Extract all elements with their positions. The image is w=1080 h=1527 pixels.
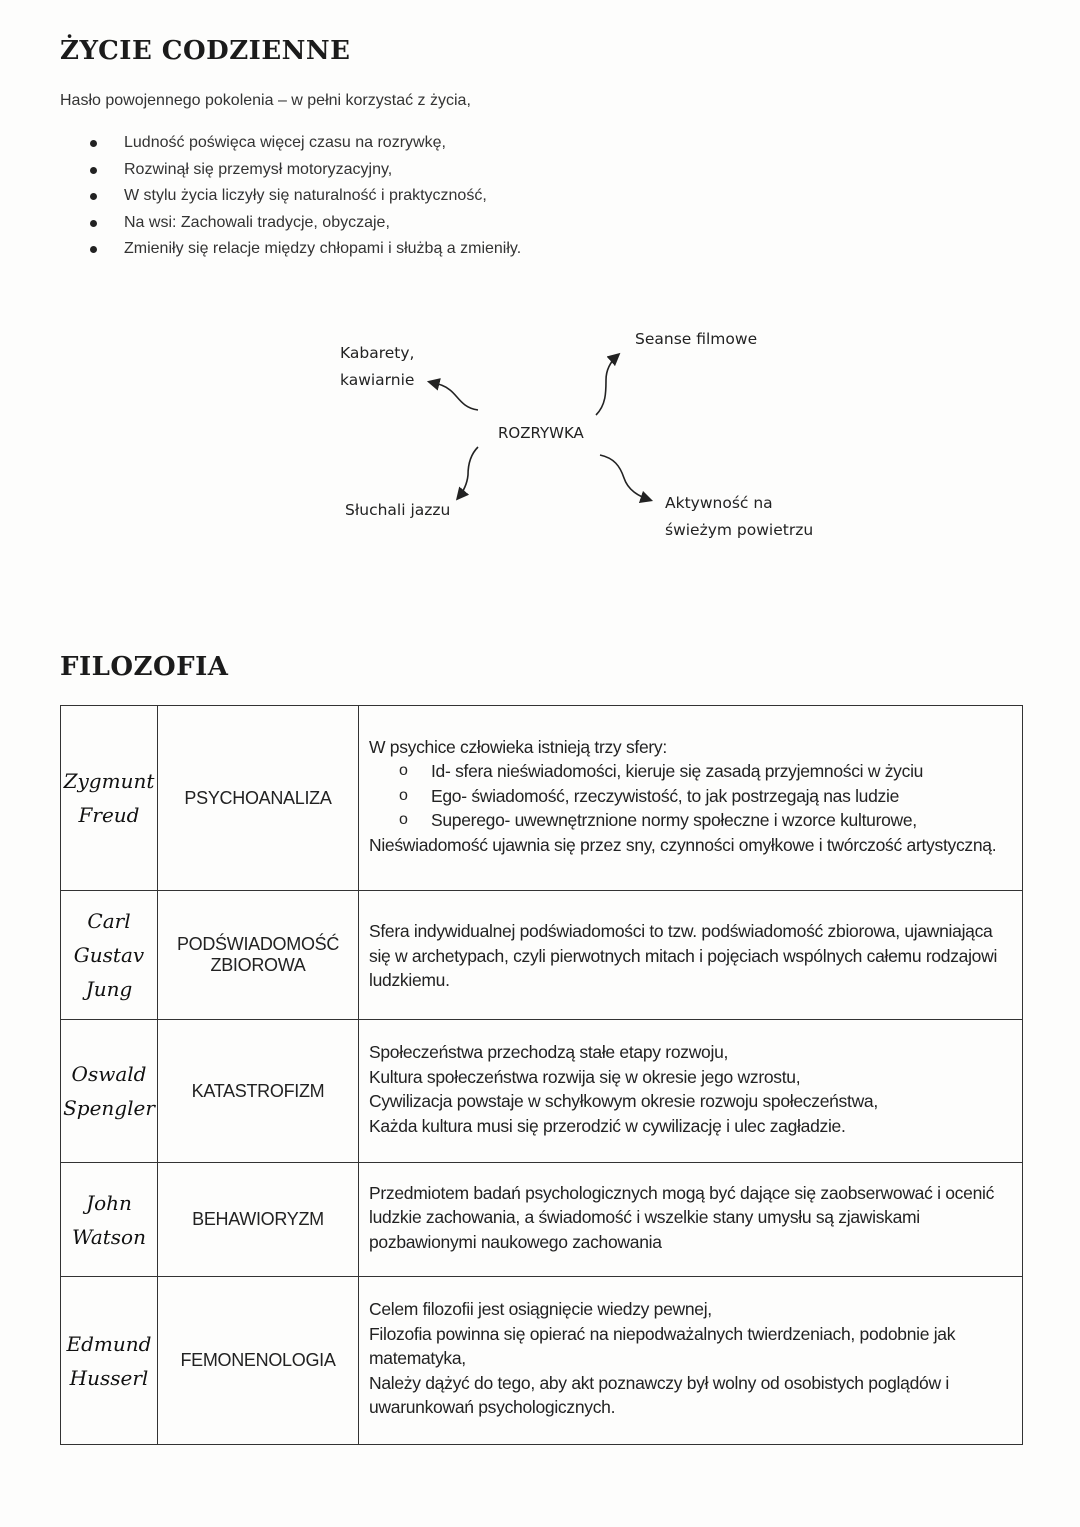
arrow-to-aktywnosc bbox=[600, 455, 650, 500]
description-text: W psychice człowieka istnieją trzy sfery: bbox=[369, 736, 667, 757]
term-text: PODŚWIADOMOŚĆ bbox=[176, 934, 340, 954]
description-line: Kultura społeczeństwa rozwija się w okresie jego wzrostu, bbox=[369, 1066, 801, 1087]
description-line: Należy dążyć do tego, aby akt poznawczy był wolny od osobistych poglądów i uwarunkowań psychologicznych. bbox=[369, 1372, 949, 1418]
description-line: Celem filozofii jest osiągnięcie wiedzy pewnej, bbox=[369, 1299, 712, 1320]
mindmap-node-text: Aktywność na bbox=[665, 494, 773, 512]
mindmap-node-text: Kabarety, bbox=[340, 344, 415, 362]
description-line: Każda kultura musi się przerodzić w cywilizację i ulec zagładzie. bbox=[369, 1115, 846, 1136]
description-text: Nieświadomość ujawnia się przez sny, czynności omyłkowe i twórczość artystyczną. bbox=[369, 834, 997, 855]
description-cell bbox=[359, 1020, 1023, 1163]
term-cell: FEMONENOLOGIA bbox=[158, 1277, 359, 1445]
philosophy-table bbox=[60, 705, 1023, 1445]
description-line: Społeczeństwa przechodzą stałe etapy rozwoju, bbox=[369, 1042, 729, 1062]
mindmap-arrows bbox=[0, 0, 1080, 600]
term-cell bbox=[158, 891, 359, 1020]
term-cell: BEHAWIORYZM bbox=[158, 1163, 359, 1277]
signature-line: Husserl bbox=[69, 1365, 149, 1390]
list-item: Ludność poświęca więcej czasu na rozrywkę, bbox=[90, 130, 521, 157]
list-item: Na wsi: Zachowali tradycje, obyczaje, bbox=[90, 210, 521, 237]
signature-line: Carl bbox=[87, 909, 131, 933]
list-item: Zmieniły się relacje między chłopami i służbą a zmieniły. bbox=[90, 236, 521, 263]
table-row bbox=[61, 891, 1023, 1020]
mindmap-node-text: świeżym powietrzu bbox=[665, 521, 814, 539]
signature-cell bbox=[61, 706, 158, 891]
list-item: o Ego- świadomość, rzeczywistość, to jak postrzegają nas ludzie bbox=[399, 784, 1008, 809]
signature-line: Zygmunt bbox=[63, 769, 155, 793]
description-cell bbox=[359, 1277, 1023, 1445]
signature-line: Jung bbox=[85, 977, 133, 1001]
mindmap-node-aktywnosc bbox=[665, 490, 813, 544]
mindmap-center: ROZRYWKA bbox=[498, 424, 584, 442]
term-text: ZBIOROWA bbox=[210, 955, 306, 975]
signature-line: Oswald bbox=[71, 1062, 147, 1086]
signature-cell bbox=[61, 1277, 158, 1445]
list-item: o Id- sfera nieświadomości, kieruje się zasadą przyjemności w życiu bbox=[399, 759, 1008, 784]
term-cell: KATASTROFIZM bbox=[158, 1020, 359, 1163]
list-item: Rozwinął się przemysł motoryzacyjny, bbox=[90, 157, 521, 184]
mindmap-node-jazz: Słuchali jazzu bbox=[345, 501, 451, 519]
section-title-zycie-codzienne: ŻYCIE CODZIENNE bbox=[60, 36, 351, 66]
signature-line: Edmund bbox=[66, 1331, 152, 1356]
arrow-to-seanse bbox=[596, 355, 618, 415]
table-row bbox=[61, 1277, 1023, 1445]
description-cell bbox=[359, 706, 1023, 891]
section-title-filozofia: FILOZOFIA bbox=[60, 652, 229, 682]
list-item: W stylu życia liczyły się naturalność i praktyczność, bbox=[90, 183, 521, 210]
table-row bbox=[61, 1163, 1023, 1277]
arrow-to-jazz bbox=[458, 447, 478, 498]
signature-line: Spengler bbox=[63, 1096, 155, 1120]
signature-line: Gustav bbox=[73, 943, 145, 967]
list-item: o Superego- uwewnętrznione normy społeczne i wzorce kulturowe, bbox=[399, 808, 1008, 833]
sub-list bbox=[369, 759, 1008, 833]
description-cell: Przedmiotem badań psychologicznych mogą być dające się zaobserwować i ocenić ludzkie zachowania, a świadomość i wszelkie stany umysłu są zjawiskami pozbawionymi naukowego zachowania bbox=[359, 1163, 1023, 1277]
description-line: Filozofia powinna się opierać na niepodważalnych twierdzeniach, podobnie jak matematyka, bbox=[369, 1323, 956, 1369]
signature-line: Freud bbox=[78, 803, 140, 827]
mindmap-node-seanse: Seanse filmowe bbox=[635, 330, 758, 348]
signature-line: John bbox=[86, 1190, 132, 1215]
mindmap-node-text: kawiarnie bbox=[340, 371, 415, 389]
intro-text: Hasło powojennego pokolenia – w pełni korzystać z życia, bbox=[60, 92, 471, 109]
signature-line: Watson bbox=[72, 1224, 146, 1249]
mindmap-node-kabarety bbox=[340, 340, 414, 394]
table-row bbox=[61, 1020, 1023, 1163]
description-line: Cywilizacja powstaje w schyłkowym okresie rozwoju społeczeństwa, bbox=[369, 1091, 878, 1111]
description-cell: Sfera indywidualnej podświadomości to tzw. podświadomość zbiorowa, ujawniająca się w archetypach, czyli pierwotnych mitach i pojęciach wspólnych całemu rodzajowi ludzkiemu. bbox=[359, 891, 1023, 1020]
table-row bbox=[61, 706, 1023, 891]
signature-cell bbox=[61, 1163, 158, 1277]
arrow-to-kabarety bbox=[430, 382, 478, 410]
term-cell: PSYCHOANALIZA bbox=[158, 706, 359, 891]
signature-cell bbox=[61, 1020, 158, 1163]
signature-cell bbox=[61, 891, 158, 1020]
